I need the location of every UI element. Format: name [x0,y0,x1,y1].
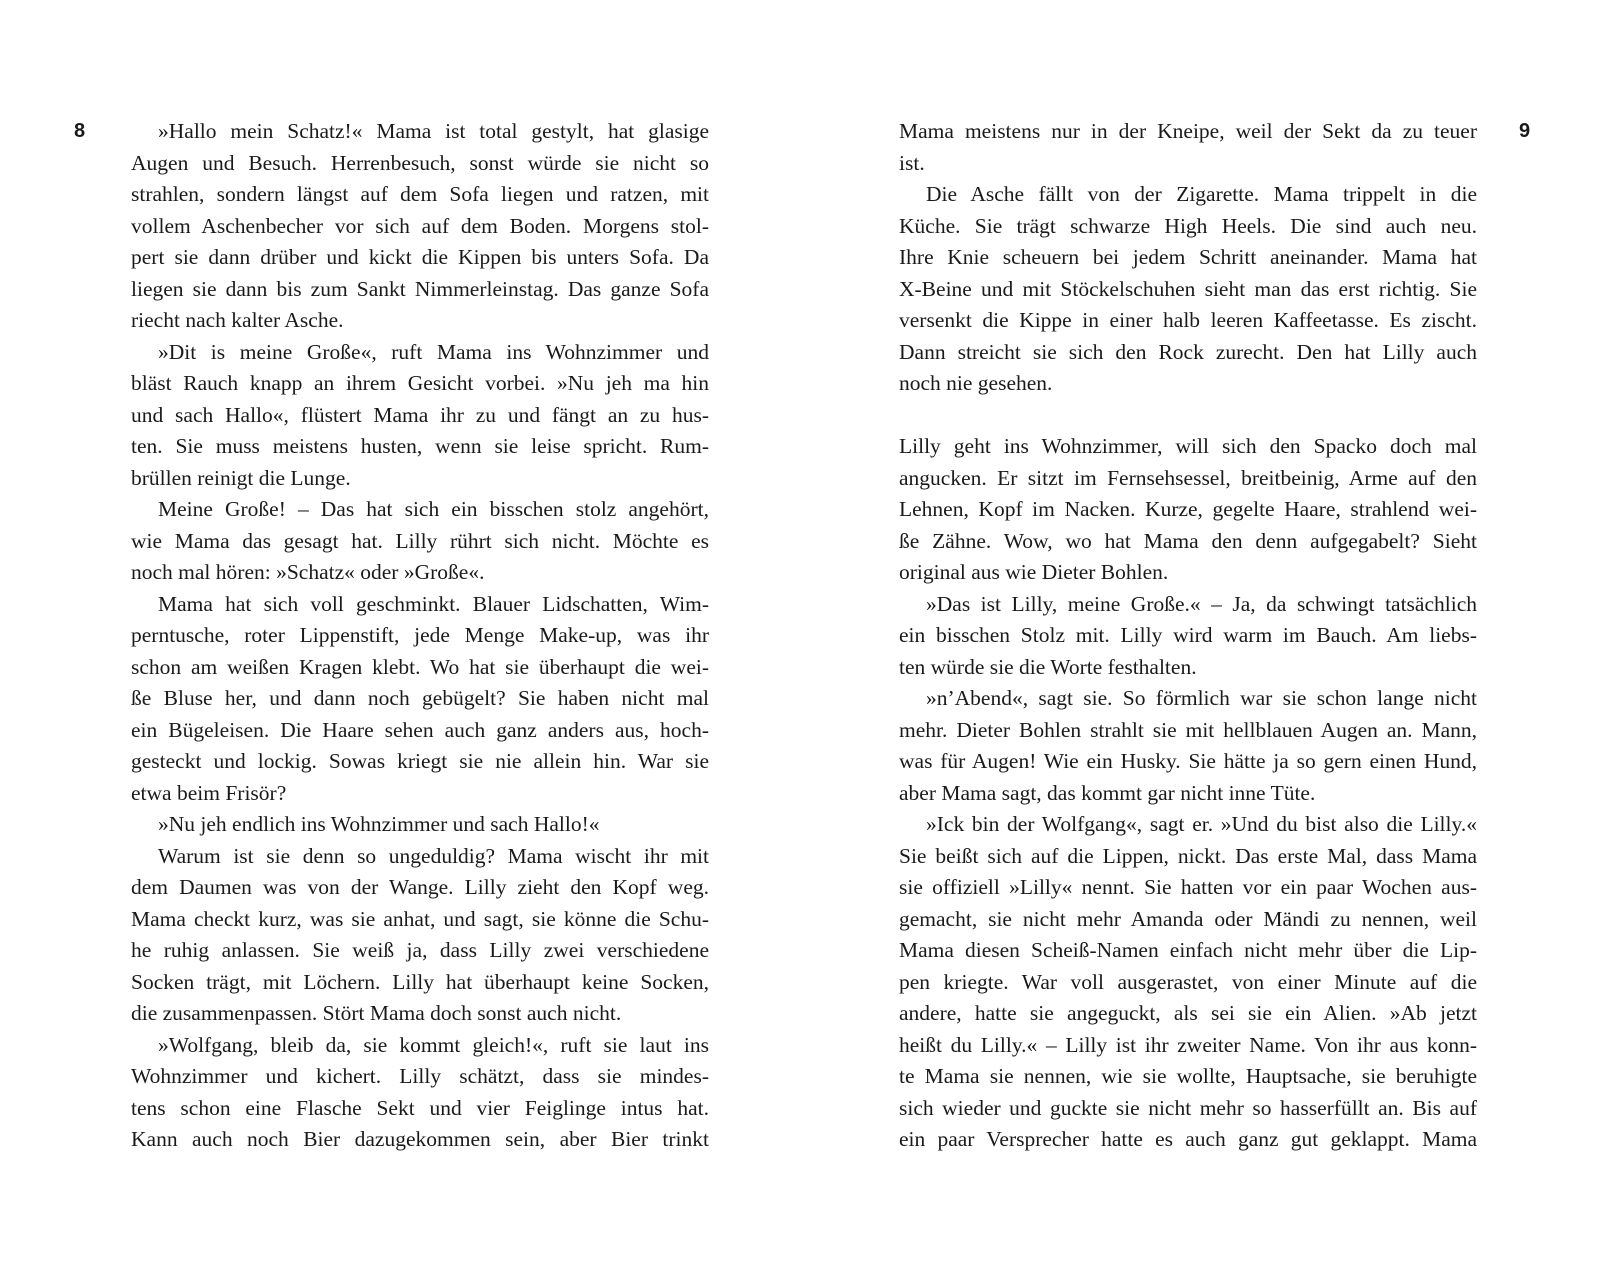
text-line: Warum ist sie denn so ungeduldig? Mama wischt ihr mit [158,843,709,868]
text-line: pert sie dann drüber und kickt die Kippen bis unters Sofa. Da [131,245,709,269]
text-line: Küche. Sie trägt schwarze High Heels. Die sind auch neu. [899,213,1477,238]
text-line: Augen und Besuch. Herrenbesuch, sonst würde sie nicht so [131,150,709,175]
text-line: original aus wie Dieter Bohlen. [899,560,1169,584]
section-break [899,400,1477,432]
text-line: riecht nach kalter Asche. [131,308,344,332]
text-line: wie Mama das gesagt hat. Lilly rührt sich nicht. Möchte es [131,528,709,553]
text-line: Mama hat sich voll geschminkt. Blauer Lidschatten, Wim- [158,591,709,616]
text-line: Lehnen, Kopf im Nacken. Kurze, gegelte Haare, strahlend wei- [899,497,1477,521]
text-line: ein paar Versprecher hatte es auch ganz gut geklappt. Mama [899,1127,1477,1151]
text-line: noch mal hören: »Schatz« oder »Große«. [131,560,485,584]
text-line: versenkt die Kippe in einer halb leeren Kaffeetasse. Es zischt. [899,308,1477,332]
text-line: ein Bügeleisen. Die Haare sehen auch ganz anders aus, hoch- [131,717,709,742]
text-line: te Mama sie nennen, wie sie wollte, Hauptsache, sie beruhigte [899,1064,1477,1088]
right-page-text-column [899,116,1477,1156]
text-line: Lilly geht ins Wohnzimmer, will sich den Spacko doch mal [899,434,1477,458]
text-line: Kann auch noch Bier dazugekommen sein, aber Bier trinkt [131,1127,709,1151]
text-line: Mama diesen Scheiß-Namen einfach nicht mehr über die Lip- [899,938,1477,962]
text-line: Meine Große! – Das hat sich ein bisschen stolz angehört, [158,497,709,521]
text-line: »Hallo mein Schatz!« Mama ist total gestylt, hat glasige [158,119,709,143]
text-line: bläst Rauch knapp an ihrem Gesicht vorbei. »Nu jeh ma hin [131,371,709,395]
text-line: angucken. Er sitzt im Fernsehsessel, breitbeinig, Arme auf den [899,465,1477,490]
text-line: »Wolfgang, bleib da, sie kommt gleich!«, ruft sie laut ins [158,1032,709,1057]
text-line: Dann streicht sie sich den Rock zurecht. Den hat Lilly auch [899,339,1477,364]
text-line: und sach Hallo«, flüstert Mama ihr zu und fängt an zu hus- [131,402,709,427]
text-line: ein bisschen Stolz mit. Lilly wird warm im Bauch. Am liebs- [899,623,1477,647]
page-number-right: 9 [1519,120,1531,142]
text-line: was für Augen! Wie ein Husky. Sie hätte ja so gern einen Hund, [899,749,1477,773]
text-line: Socken trägt, mit Löchern. Lilly hat überhaupt keine Socken, [131,969,709,994]
text-line: die zusammenpassen. Stört Mama doch sonst auch nicht. [131,1001,622,1025]
text-line: schon am weißen Kragen klebt. Wo hat sie überhaupt die wei- [131,654,709,679]
text-line: brüllen reinigt die Lunge. [131,465,351,490]
text-line: liegen sie dann bis zum Sankt Nimmerleinstag. Das ganze Sofa [131,276,709,301]
text-line: he ruhig anlassen. Sie weiß ja, dass Lilly zwei verschiedene [131,938,709,962]
text-line: Mama meistens nur in der Kneipe, weil der Sekt da zu teuer [899,119,1477,143]
text-line: »Nu jeh endlich ins Wohnzimmer und sach Hallo!« [158,812,600,836]
text-line: sie offiziell »Lilly« nennt. Sie hatten vor ein paar Wochen aus- [899,875,1477,899]
text-line: Ihre Knie scheuern bei jedem Schritt aneinander. Mama hat [899,245,1477,269]
text-line: X-Beine und mit Stöckelschuhen sieht man das erst richtig. Sie [899,276,1477,301]
text-line: tens schon eine Flasche Sekt und vier Feiglinge intus hat. [131,1095,709,1120]
text-line: ße Zähne. Wow, wo hat Mama den denn aufgegabelt? Sieht [899,528,1477,553]
text-line: gesteckt und lockig. Sowas kriegt sie nie allein hin. War sie [131,749,709,773]
text-line: dem Daumen was von der Wange. Lilly zieht den Kopf weg. [131,875,709,899]
text-line: gemacht, sie nicht mehr Amanda oder Mändi zu nennen, weil [899,906,1477,931]
text-line: »n’Abend«, sagt sie. So förmlich war sie schon lange nicht [926,686,1477,710]
left-page-text-column [131,116,709,1156]
text-line: »Das ist Lilly, meine Große.« – Ja, da schwingt tatsächlich [926,591,1477,616]
text-line: »Dit is meine Große«, ruft Mama ins Wohnzimmer und [158,339,709,364]
text-line: perntusche, roter Lippenstift, jede Menge Make-up, was ihr [131,623,709,647]
text-line: aber Mama sagt, das kommt gar nicht inne Tüte. [899,780,1316,805]
text-line: sich wieder und guckte sie nicht mehr so hasserfüllt an. Bis auf [899,1095,1477,1120]
text-line: Sie beißt sich auf die Lippen, nickt. Das erste Mal, dass Mama [899,843,1477,868]
text-line: »Ick bin der Wolfgang«, sagt er. »Und du bist also die Lilly.« [926,812,1477,836]
text-line: pen kriegte. War voll ausgerastet, von einer Minute auf die [899,969,1477,994]
text-line: noch nie gesehen. [899,371,1053,395]
text-line: etwa beim Frisör? [131,780,287,805]
text-line: mehr. Dieter Bohlen strahlt sie mit hellblauen Augen an. Mann, [899,717,1477,742]
text-line: ten. Sie muss meistens husten, wenn sie leise spricht. Rum- [131,434,709,458]
text-line: Mama checkt kurz, was sie anhat, und sagt, sie könne die Schu- [131,906,709,931]
text-line: Wohnzimmer und kichert. Lilly schätzt, dass sie mindes- [131,1064,709,1088]
text-line: ist. [899,150,925,175]
text-line: strahlen, sondern längst auf dem Sofa liegen und ratzen, mit [131,182,709,206]
text-line: ße Bluse her, und dann noch gebügelt? Sie haben nicht mal [131,686,709,710]
text-line: Die Asche fällt von der Zigarette. Mama trippelt in die [926,182,1477,206]
text-line: vollem Aschenbecher vor sich auf dem Boden. Morgens stol- [131,213,709,238]
text-line: ten würde sie die Worte festhalten. [899,654,1197,679]
text-line: andere, hatte sie angeguckt, als sei sie ein Alien. »Ab jetzt [899,1001,1477,1025]
page-number-left: 8 [74,120,86,142]
text-line: heißt du Lilly.« – Lilly ist ihr zweiter Name. Von ihr aus konn- [899,1032,1477,1057]
